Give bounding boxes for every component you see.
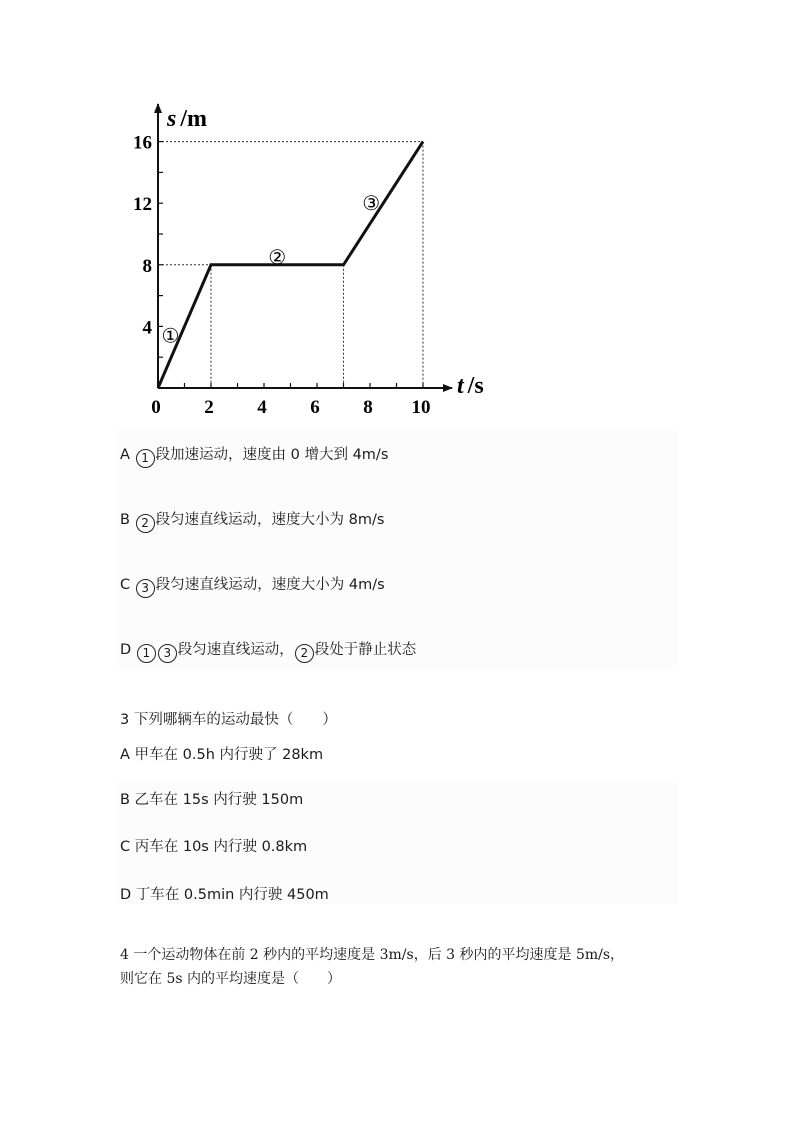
- q3-option-a[interactable]: A 甲车在 0.5h 内行驶了 28km: [120, 747, 324, 763]
- q3-option-c[interactable]: C 丙车在 10s 内行驶 0.8km: [120, 839, 308, 855]
- y-tick-label: 4: [142, 317, 152, 339]
- x-tick-label: 4: [257, 397, 267, 418]
- circled-number: 3: [136, 579, 155, 598]
- circled-number: 1: [136, 449, 155, 468]
- option-letter: D: [120, 642, 136, 658]
- y-tick-label: 16: [133, 132, 152, 154]
- option-text: 段处于静止状态: [314, 642, 417, 658]
- q3-option-b[interactable]: B 乙车在 15s 内行驶 150m: [120, 792, 304, 808]
- displacement-time-graph: [0, 0, 520, 420]
- x-tick-label: 6: [310, 397, 320, 418]
- series-line: [158, 142, 423, 388]
- option-letter: C: [120, 577, 135, 593]
- q2-option-a[interactable]: [120, 443, 388, 468]
- q3-stem: 3 下列哪辆车的运动最快（ ）: [120, 712, 337, 728]
- option-text: 段匀速直线运动，: [177, 642, 294, 658]
- circled-number: 2: [295, 644, 314, 663]
- q2-option-b[interactable]: [120, 508, 384, 533]
- circled-number: 2: [136, 514, 155, 533]
- q2-option-c[interactable]: [120, 573, 385, 598]
- segment-label: ①: [161, 323, 180, 348]
- x-axis-title: t /s: [457, 373, 484, 399]
- q3-option-d[interactable]: D 丁车在 0.5min 内行驶 450m: [120, 887, 329, 903]
- y-tick-label: 8: [142, 255, 152, 277]
- x-tick-label: 8: [363, 397, 373, 418]
- q4-stem-line1: 4 一个运动物体在前 2 秒内的平均速度是 3m/s，后 3 秒内的平均速度是 5m/s，: [120, 947, 625, 963]
- option-text: 段匀速直线运动，速度大小为 8m/s: [155, 512, 385, 528]
- option-text: 段匀速直线运动，速度大小为 4m/s: [155, 577, 385, 593]
- circled-number: 1: [137, 644, 156, 663]
- y-axis-title: s /m: [167, 106, 208, 132]
- y-tick-label: 12: [133, 194, 152, 216]
- circled-number: 3: [158, 644, 177, 663]
- q2-option-d[interactable]: [120, 638, 416, 663]
- x-tick-label: 0: [151, 397, 161, 418]
- option-letter: B: [120, 512, 135, 528]
- q4-stem-line2: 则它在 5s 内的平均速度是（ ）: [120, 971, 341, 987]
- x-tick-label: 2: [204, 397, 214, 418]
- x-tick-label: 10: [411, 397, 431, 418]
- option-letter: A: [120, 447, 135, 463]
- segment-label: ③: [362, 191, 381, 216]
- segment-label: ②: [268, 244, 287, 269]
- option-text: 段加速运动，速度由 0 增大到 4m/s: [155, 447, 389, 463]
